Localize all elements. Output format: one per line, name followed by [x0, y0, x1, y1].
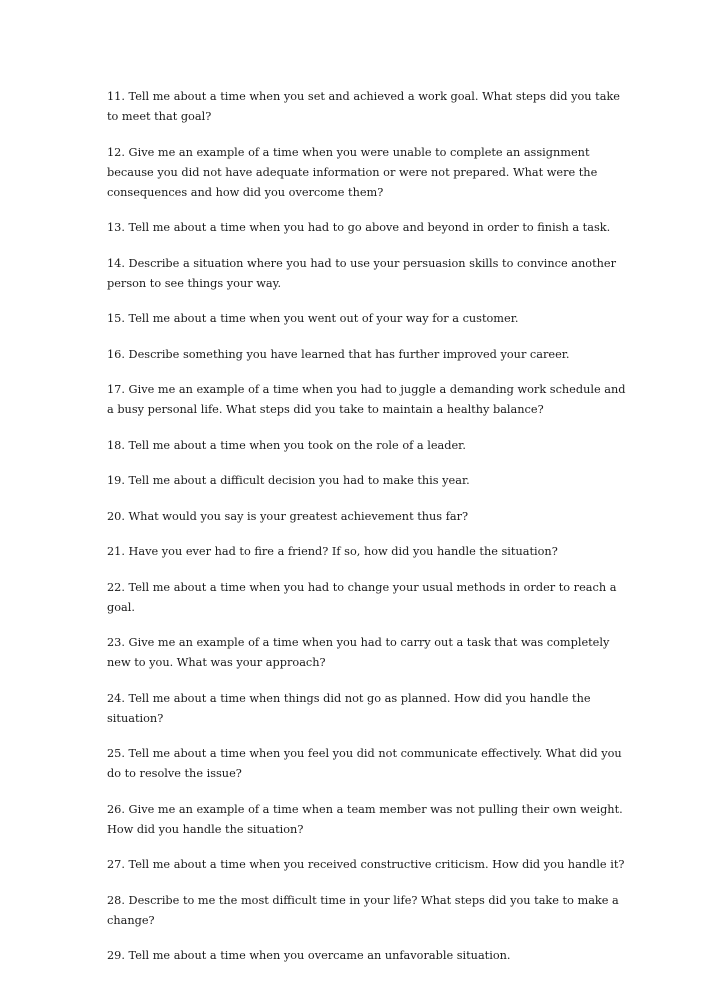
- question-25: 25. Tell me about a time when you feel you did not communicate effectively. What did you do to resolve the issue?: [107, 747, 622, 780]
- question-23: 23. Give me an example of a time when you had to carry out a task that was completely new to you. What was your approach?: [107, 636, 610, 669]
- question-18: 18. Tell me about a time when you took on the role of a leader.: [107, 438, 466, 452]
- question-11: 11. Tell me about a time when you set and achieved a work goal. What steps did you take to meet that goal?: [107, 90, 620, 123]
- question-14: 14. Describe a situation where you had to use your persuasion skills to convince another person to see things your way.: [107, 256, 616, 290]
- question-22: 22. Tell me about a time when you had to change your usual methods in order to reach a goal.: [107, 580, 617, 614]
- question-29: 29. Tell me about a time when you overcame an unfavorable situation.: [107, 949, 511, 962]
- question-19: 19. Tell me about a difficult decision you had to make this year.: [107, 474, 470, 487]
- question-16: 16. Describe something you have learned that has further improved your career.: [107, 347, 570, 361]
- question-15: 15. Tell me about a time when you went out of your way for a customer.: [107, 312, 519, 325]
- question-27: 27. Tell me about a time when you received constructive criticism. How did you handle it?: [107, 858, 625, 871]
- question-21: 21. Have you ever had to fire a friend? If so, how did you handle the situation?: [107, 545, 558, 558]
- document-page: [107, 87, 627, 982]
- question-26: 26. Give me an example of a time when a team member was not pulling their own weight. How did you handle the situation?: [107, 802, 623, 836]
- question-13: 13. Tell me about a time when you had to go above and beyond in order to finish a task.: [107, 221, 611, 234]
- question-24: 24. Tell me about a time when things did not go as planned. How did you handle the situation?: [107, 691, 591, 725]
- question-17: 17. Give me an example of a time when you had to juggle a demanding work schedule and a busy personal life. What steps did you take to maintain a healthy balance?: [107, 383, 626, 416]
- question-28: 28. Describe to me the most difficult time in your life? What steps did you take to make a change?: [107, 893, 619, 927]
- question-20: 20. What would you say is your greatest achievement thus far?: [107, 509, 469, 523]
- question-12: 12. Give me an example of a time when you were unable to complete an assignment because you did not have adequate information or were not prepared. What were the consequences and how did you overcome them?: [107, 145, 598, 199]
